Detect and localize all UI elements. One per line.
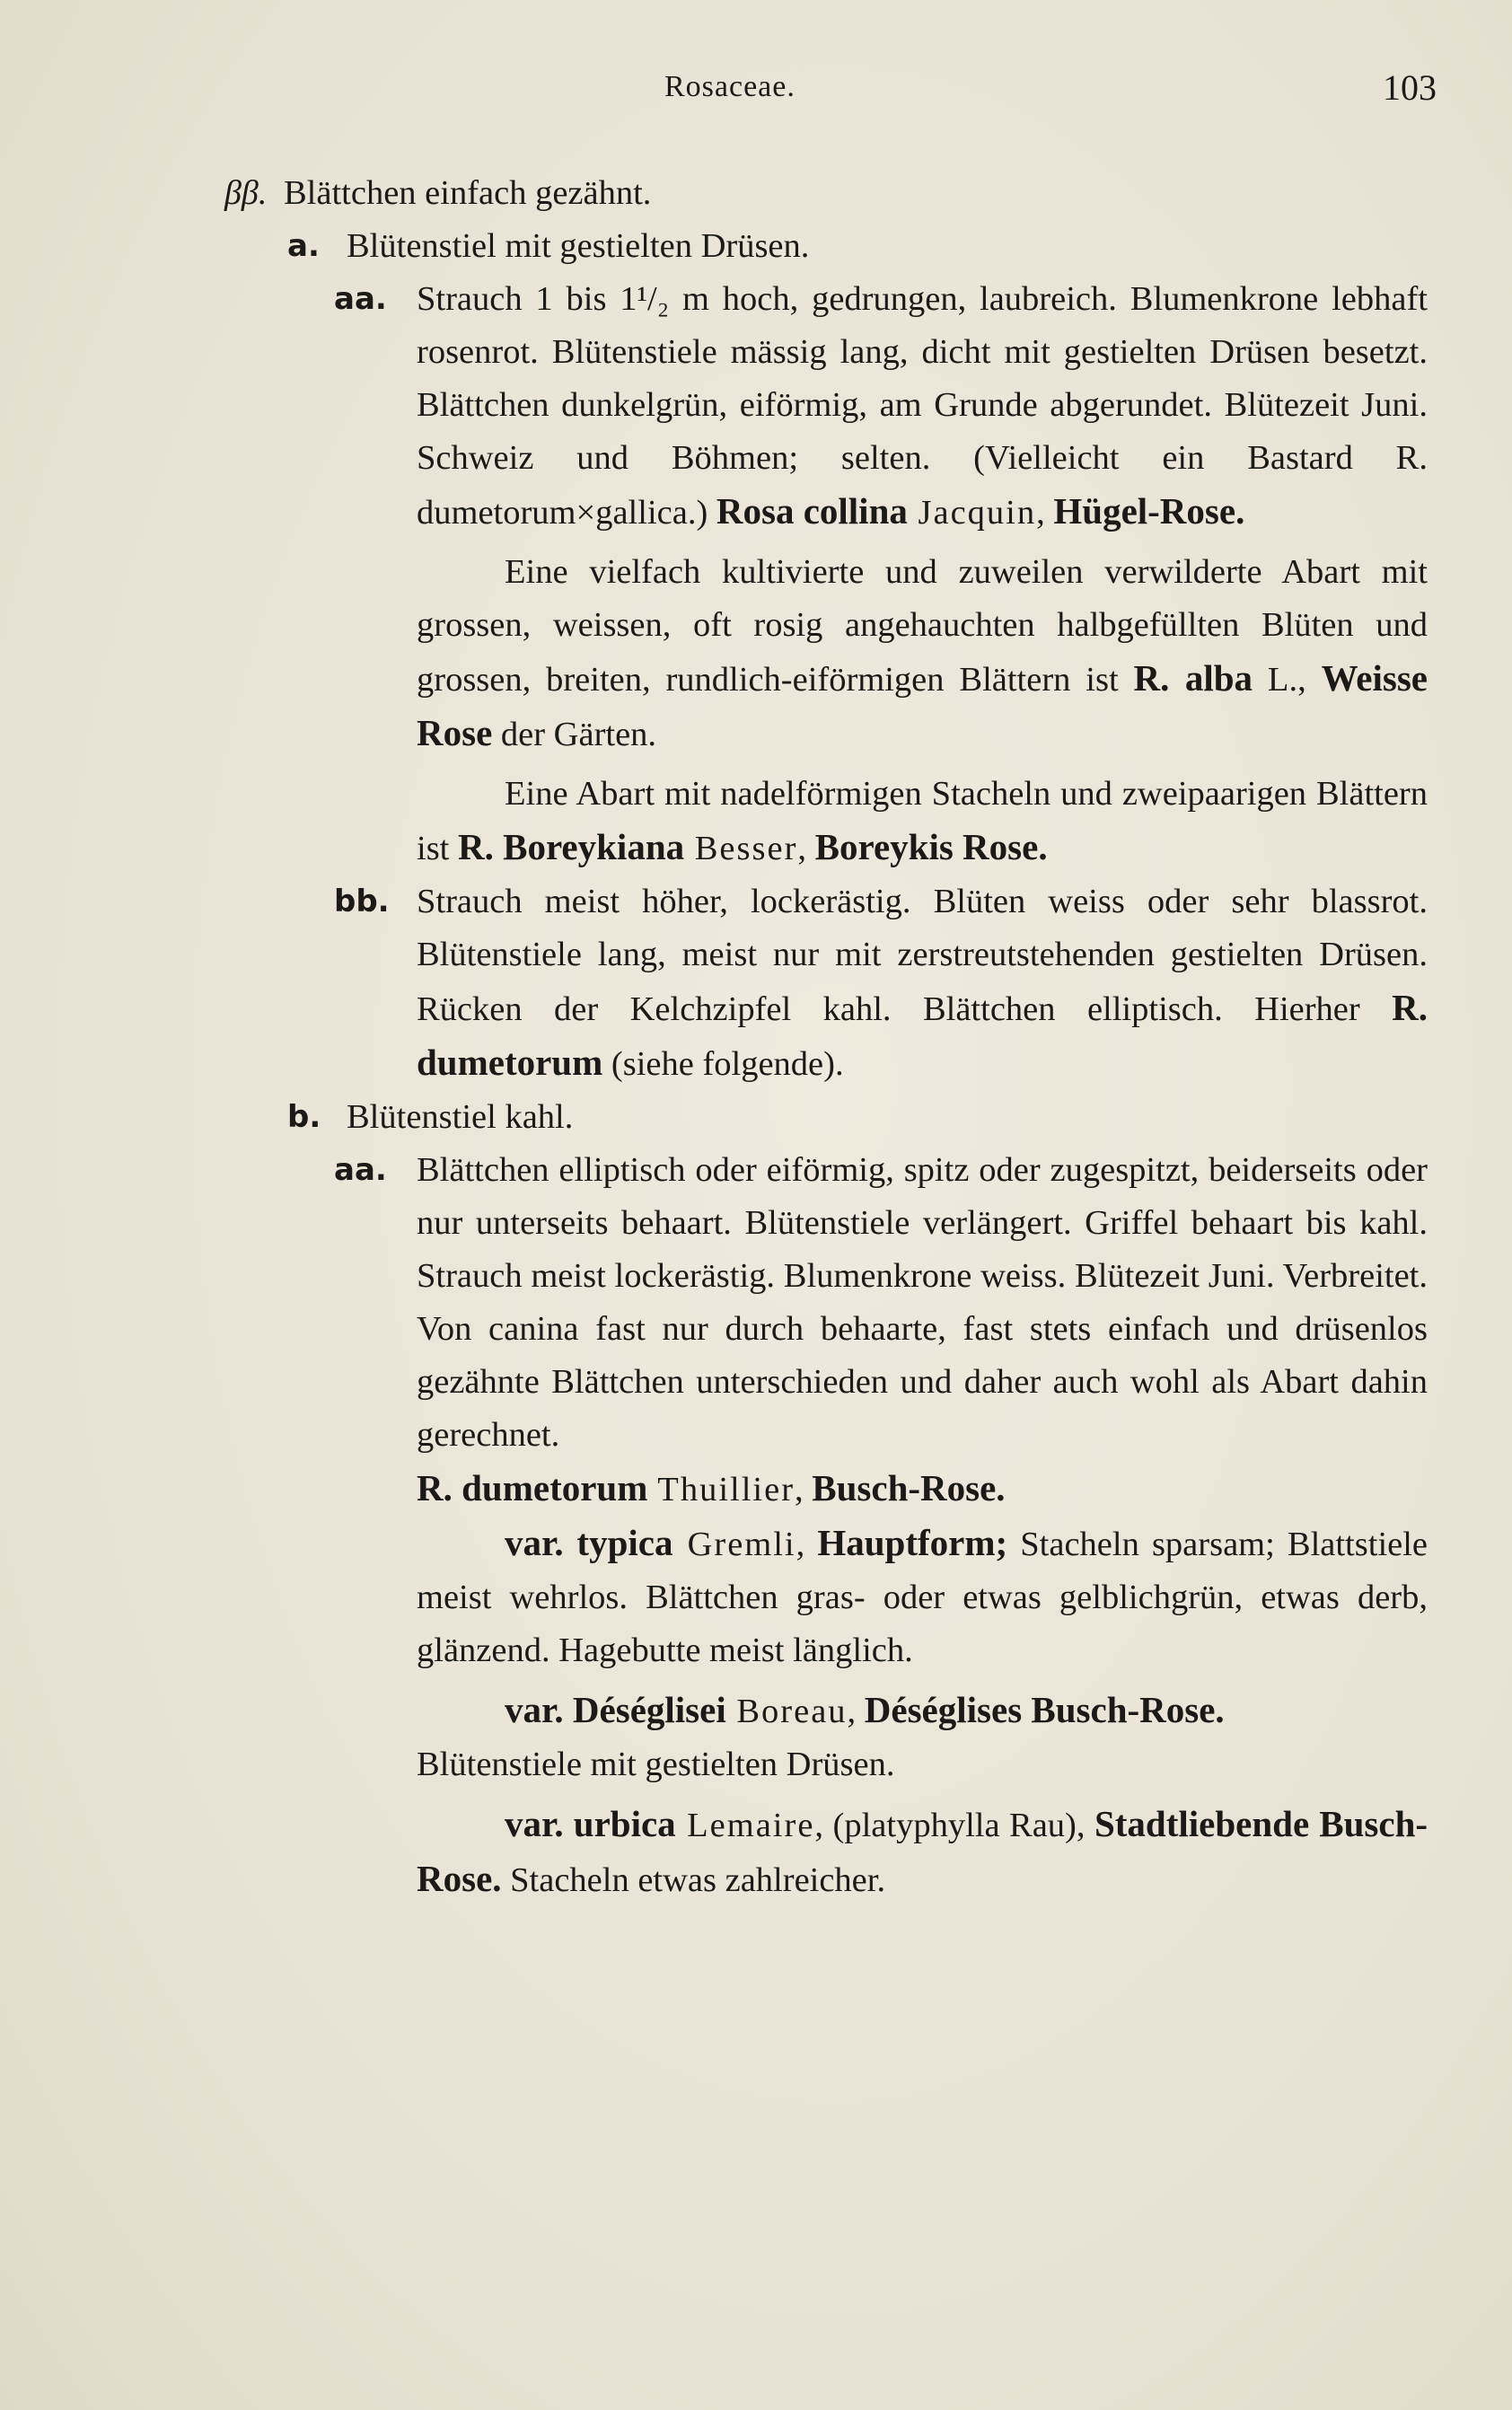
key-label: b. xyxy=(287,1099,321,1135)
separator: , xyxy=(1036,494,1054,532)
key-text: Blättchen einfach gezähnt. xyxy=(284,174,652,212)
description-text: Strauch meist höher, lockerästig. Blüten weiss oder sehr blassrot. Blütenstiele lang, meist nur mit zerstreutstehenden gestielten Drüsen. Rücken der Kelchzipfel kahl. Blättchen elliptisch. Hierher xyxy=(417,883,1428,1028)
separator: , xyxy=(797,830,815,867)
vernacular-name: Weisse Rose xyxy=(417,657,1428,753)
vernacular-name: Déséglises Busch-Rose. xyxy=(864,1689,1225,1730)
variety-author: Boreau xyxy=(725,1693,848,1730)
key-label: bb. xyxy=(334,884,390,919)
description-text-end: (siehe folgende). xyxy=(602,1045,844,1083)
variety-author: Gremli xyxy=(672,1526,796,1563)
page-number: 103 xyxy=(1383,67,1437,108)
key-label: ββ. xyxy=(224,174,268,212)
key-text: Blütenstiel mit gestielten Drüsen. xyxy=(347,227,810,265)
variety-urbica xyxy=(224,1798,1428,1907)
key-label: aa. xyxy=(334,281,387,317)
variety-name: var. Déséglisei xyxy=(505,1689,726,1730)
vernacular-name: Boreykis Rose. xyxy=(814,826,1048,867)
paragraph-text: Eine Abart mit nadelförmigen Stacheln und zweipaarigen Blättern ist xyxy=(417,775,1428,867)
key-text: Blättchen elliptisch oder eiförmig, spitz oder zugespitzt, beiderseits oder nur unterseits behaart. Blütenstiele verlängert. Griffel behaart bis kahl. Strauch meist lockerästig. Blumenkrone weiss. Blütezeit Juni. Verbreitet. Von canina fast nur durch behaarte, fast stets einfach und drüsenlos gezähnte Blättchen unterschieden und daher auch wohl als Abart dahin gerechnet. xyxy=(417,1151,1428,1454)
key-entry-beta-beta xyxy=(224,167,1428,220)
variety-description: Stacheln etwas zahlreicher. xyxy=(501,1861,886,1899)
paragraph-text-end: der Gärten. xyxy=(492,716,657,753)
species-name: R. dumetorum xyxy=(417,987,1428,1083)
key-text xyxy=(417,273,1428,540)
key-text xyxy=(417,875,1428,1091)
separator: , xyxy=(796,1526,818,1563)
species-name: R. alba xyxy=(1133,657,1253,699)
species-author: Thuillier xyxy=(647,1471,796,1508)
vernacular-name: Hügel-Rose. xyxy=(1053,490,1245,532)
paragraph-boreykiana xyxy=(224,768,1428,875)
variety-description: Stacheln sparsam; Blattstiele meist wehrlos. Blättchen gras- oder etwas gelblichgrün, etwas derb, glänzend. Hagebutte meist länglich. xyxy=(417,1526,1428,1669)
page-body xyxy=(224,167,1428,1907)
running-head: Rosaceae. xyxy=(664,70,796,103)
key-label: aa. xyxy=(334,1152,387,1188)
species-author: L., xyxy=(1253,661,1322,699)
variety-deseglisei-description: Blütenstiele mit gestielten Drüsen. xyxy=(417,1746,895,1783)
vernacular-name: Busch-Rose. xyxy=(812,1467,1006,1508)
page-header xyxy=(664,67,1437,115)
variety-author: Lemaire xyxy=(675,1807,815,1844)
key-entry-aa-collina xyxy=(224,273,1428,540)
species-author: Besser xyxy=(684,830,798,867)
variety-name: var. typica xyxy=(505,1522,673,1563)
description-text: Strauch 1 bis 1¹/₂ m hoch, gedrungen, laubreich. Blumenkrone lebhaft rosenrot. Blütenstiele mässig lang, dicht mit gestielten Drüsen besetzt. Blättchen dunkelgrün, eiförmig, am Grunde abgerundet. Blütezeit Juni. Schweiz und Böhmen; selten. (Vielleicht ein Bastard R. dumetorum×gallica.) xyxy=(417,280,1428,532)
key-entry-aa-dumetorum xyxy=(224,1144,1428,1462)
species-name: Rosa collina xyxy=(716,490,908,532)
vernacular-name: Stadtliebende Busch-Rose. xyxy=(417,1803,1428,1899)
paragraph-text: Eine vielfach kultivierte und zuweilen verwilderte Abart mit grossen, weissen, oft rosig angehauchten halbgefüllten Blüten und grossen, breiten, rundlich-eiförmigen Blättern ist xyxy=(417,553,1428,699)
key-label: a. xyxy=(287,228,320,264)
vernacular-name: Hauptform; xyxy=(817,1522,1008,1563)
species-name: R. dumetorum xyxy=(417,1467,648,1508)
separator: , xyxy=(795,1471,813,1508)
variety-name: var. urbica xyxy=(505,1803,676,1844)
variety-typica xyxy=(224,1517,1428,1677)
species-line-dumetorum xyxy=(224,1462,1428,1517)
species-author: Jacquin xyxy=(907,494,1037,532)
key-entry-b xyxy=(224,1091,1428,1144)
key-entry-a xyxy=(224,220,1428,273)
species-name: R. Boreykiana xyxy=(458,826,685,867)
variety-synonym: , (platyphylla Rau), xyxy=(814,1807,1094,1844)
variety-deseglisei xyxy=(224,1684,1428,1738)
key-entry-bb xyxy=(224,875,1428,1091)
key-text: Blütenstiel kahl. xyxy=(347,1098,574,1136)
paragraph-alba xyxy=(224,546,1428,761)
separator: , xyxy=(847,1693,865,1730)
